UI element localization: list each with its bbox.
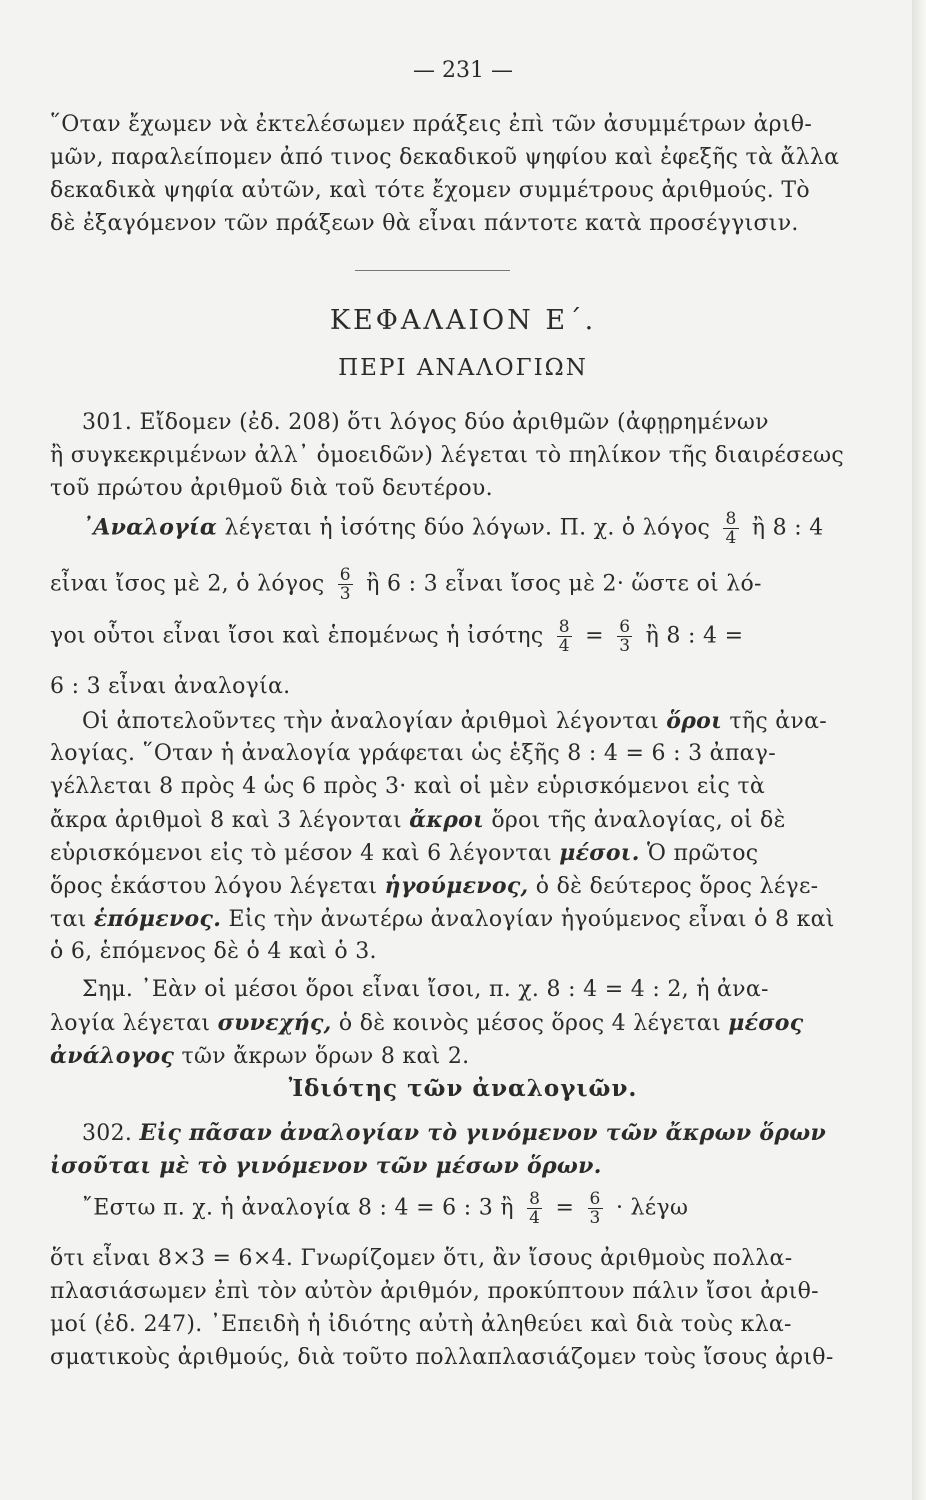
fraction-6-3: $\frac{6}{3}$ [619,617,631,656]
note-line-3: ἀνάλογος τῶν ἄκρων ὅρων 8 καὶ 2. [50,1043,470,1069]
page-edge [912,0,926,1500]
s302-line-6: μοί (ἐδ. 247). ᾽Επειδὴ ἡ ἰδιότης αὐτὴ ἀληθεύει καὶ διὰ τοὺς κλα- [50,1312,792,1337]
terms-line-3: γέλλεται 8 πρὸς 4 ὡς 6 πρὸς 3· καὶ οἱ μὲν εὑρισκόμενοι εἰς τὰ [50,774,766,799]
s302-line-4: ὅτι εἶναι 8×3 = 6×4. Γνωρίζομεν ὅτι, ἂν ἴσους ἀριθμοὺς πολλα- [50,1246,793,1271]
s301-line-4-end: ἢ 8 : 4 [751,515,824,541]
term-analogia: ᾽Αναλογία [82,514,218,541]
section-heading: Ἰδιότης τῶν ἀναλογιῶν. [288,1075,638,1102]
fraction-8-4: $\frac{8}{4}$ [725,509,737,548]
term-mesoi: μέσοι. [559,840,640,866]
s301-line-4-text: λέγεται ἡ ἰσότης δύο λόγων. Π. χ. ὁ λόγος [224,515,711,541]
s301-line-5: εἶναι ἴσος μὲ 2, ὁ λόγος $\frac{6}{3}$ ἢ 6 : 3 εἶναι ἴσος μὲ 2· ὥστε οἱ λό- [50,565,762,604]
term-akroi: ἄκροι [409,807,485,833]
intro-line-1: ῞Οταν ἔχωμεν νὰ ἐκτελέσωμεν πράξεις ἐπὶ τῶν ἀσυμμέτρων ἀριθ- [50,112,813,137]
intro-line-3: δεκαδικὰ ψηφία αὐτῶν, καὶ τότε ἔχομεν συμμέτρους ἀριθμούς. Τὸ [50,178,810,203]
section-divider [355,270,510,271]
terms-line-2: λογίας. ῞Οταν ἡ ἀναλογία γράφεται ὡς ἑξῆς 8 : 4 = 6 : 3 ἀπαγ- [50,741,776,766]
note-line-2: λογία λέγεται συνεχής, ὁ δὲ κοινὸς μέσος ὅρος 4 λέγεται μέσος [50,1010,804,1036]
fraction-8-4: $\frac{8}{4}$ [529,1189,541,1228]
note-line-1: Σημ. ᾽Εὰν οἱ μέσοι ὅροι εἶναι ἴσοι, π. χ. 8 : 4 = 4 : 2, ἡ ἀνα- [82,977,769,1002]
term-mesos: μέσος [728,1010,804,1036]
term-synechis: συνεχής, [217,1010,332,1036]
terms-line-7: ται ἑπόμενος. Εἰς τὴν ἀνωτέρω ἀναλογίαν ἡγούμενος εἶναι ὁ 8 καὶ [50,906,835,932]
s301-line-7: 6 : 3 εἶναι ἀναλογία. [50,674,291,699]
terms-line-5: εὑρισκόμενοι εἰς τὸ μέσον 4 καὶ 6 λέγονται μέσοι. Ὁ πρῶτος [50,840,759,866]
terms-line-8: ὁ 6, ἑπόμενος δὲ ὁ 4 καὶ ὁ 3. [50,939,377,964]
term-analogos: ἀνάλογος [50,1043,175,1069]
terms-line-4: ἄκρα ἀριθμοὶ 8 καὶ 3 λέγονται ἄκροι ὅροι τῆς ἀναλογίας, οἱ δὲ [50,807,786,833]
s301-line-2: ἢ συγκεκριμένων ἀλλ᾽ ὁμοειδῶν) λέγεται τὸ πηλίκον τῆς διαιρέσεως [50,443,844,468]
fraction-6-3: $\frac{6}{3}$ [589,1189,601,1228]
s302-line-5: πλασιάσωμεν ἐπὶ τὸν αὐτὸν ἀριθμόν, προκύπτουν πάλιν ἴσοι ἀριθ- [50,1279,819,1304]
s301-line-6: γοι οὗτοι εἶναι ἴσοι καὶ ἑπομένως ἡ ἰσότης $\frac{8}{4}$ = $\frac{6}{3}$ ἢ 8 : 4 = [50,617,744,656]
term-horoi: ὅροι [666,708,723,734]
chapter-subtitle: ΠΕΡΙ ΑΝΑΛΟΓΙΩΝ [338,355,588,381]
intro-line-4: δὲ ἐξαγόμενον τῶν πράξεων θὰ εἶναι πάντοτε κατὰ προσέγγισιν. [50,211,799,236]
fraction-8-4: $\frac{8}{4}$ [558,617,570,656]
s302-line-1: 302. Εἰς πᾶσαν ἀναλογίαν τὸ γινόμενον τῶν ἄκρων ὅρων [82,1120,827,1146]
s302-line-2 [50,1151,602,1182]
page-number: — 231 — [413,58,513,83]
chapter-title: ΚΕΦΑΛΑΙΟΝ Ε΄. [329,305,597,336]
terms-line-1: Οἱ ἀποτελοῦντες τὴν ἀναλογίαν ἀριθμοὶ λέγονται ὅροι τῆς ἀνα- [82,708,827,734]
s301-line-3: τοῦ πρώτου ἀριθμοῦ διὰ τοῦ δευτέρου. [50,476,493,501]
term-hegoumenos: ἡγούμενος, [384,873,529,899]
s302-line-3: ῎Εστω π. χ. ἡ ἀναλογία 8 : 4 = 6 : 3 ἢ $\frac{8}{4}$ = $\frac{6}{3}$ · λέγω [82,1189,689,1228]
s302-line-7: σματικοὺς ἀριθμούς, διὰ τοῦτο πολλαπλασιάζομεν τοὺς ἴσους ἀριθ- [50,1345,834,1370]
term-epomenos: ἑπόμενος. [93,906,222,932]
fraction-6-3: $\frac{6}{3}$ [339,565,351,604]
s301-line-1: 301. Εἴδομεν (ἐδ. 208) ὅτι λόγος δύο ἀριθμῶν (ἀφῃρημένων [82,410,769,435]
s301-line-4 [82,510,824,547]
theorem-statement-2: ἰσοῦται μὲ τὸ γινόμενον τῶν μέσων ὅρων. [50,1153,602,1179]
intro-line-2: μῶν, παραλείπομεν ἀπό τινος δεκαδικοῦ ψηφίου καὶ ἐφεξῆς τὰ ἄλλα [50,145,840,170]
theorem-statement-1: Εἰς πᾶσαν ἀναλογίαν τὸ γινόμενον τῶν ἄκρων ὅρων [139,1120,827,1146]
terms-line-6: ὅρος ἑκάστου λόγου λέγεται ἡγούμενος, ὁ δὲ δεύτερος ὅρος λέγε- [50,873,819,899]
